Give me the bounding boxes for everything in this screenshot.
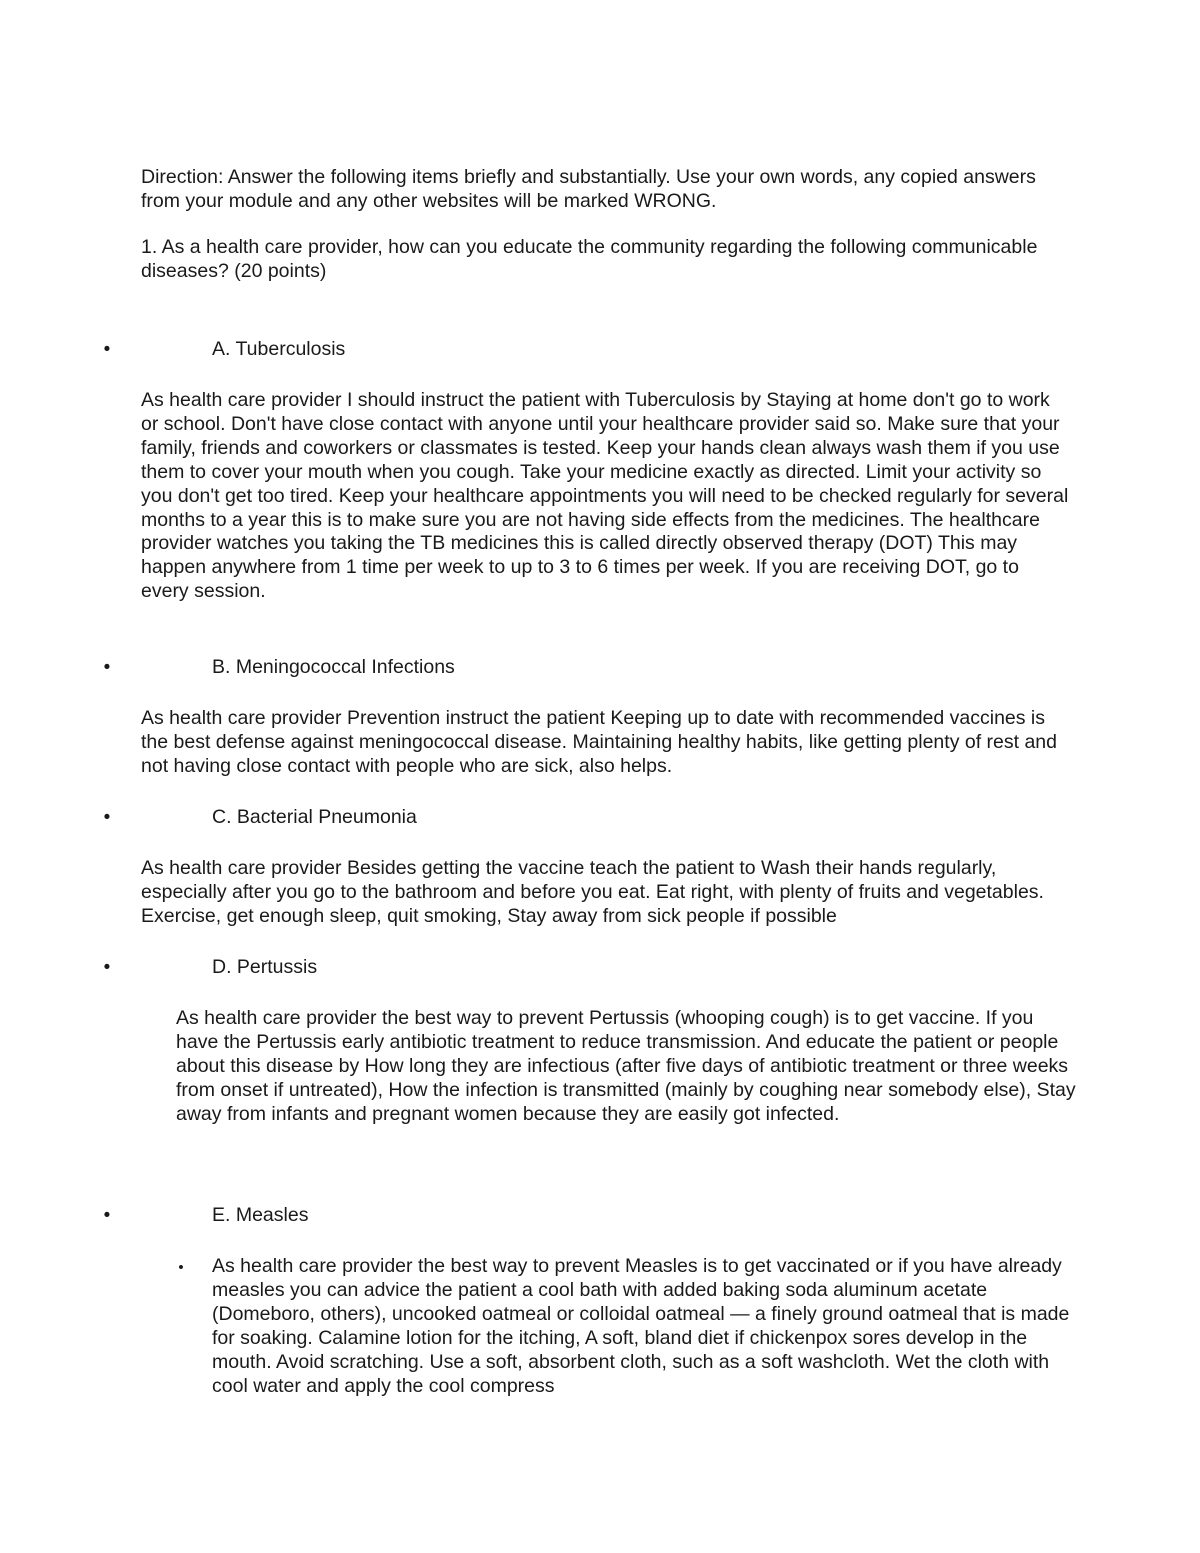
item-answer-tuberculosis: As health care provider I should instruct the patient with Tuberculosis by Staying at home don't go to work or school. Don't have close contact with anyone until your healthcare provider said so. Make sure that your family, friends and coworkers or classmates is tested. Keep your hands clean always wash them if you use them to cover your mouth when you cough. Take your medicine exactly as directed. Limit your activity so you don't get too tired. Keep your healthcare appointments you will need to be checked regularly for several months to a year this is to make sure you are not having side effects from the medicines. The healthcare provider watches you taking the TB medicines this is called directly observed therapy (DOT) This may happen anywhere from 1 time per week to up to 3 to 6 times per week. If you are receiving DOT, go to every session.: [141, 389, 1069, 603]
item-answer-bacterial-pneumonia: As health care provider Besides getting the vaccine teach the patient to Wash their hands regularly, especially after you go to the bathroom and before you eat. Eat right, with plenty of fruits and vegetables. Exercise, get enough sleep, quit smoking, Stay away from sick people if possible: [141, 857, 1044, 927]
item-heading-bacterial-pneumonia: C. Bacterial Pneumonia: [212, 806, 417, 828]
direction-paragraph: Direction: Answer the following items briefly and substantially. Use your own words, any copied answers from your module and any other websites will be marked WRONG.: [141, 166, 1036, 212]
item-heading-pertussis: D. Pertussis: [212, 956, 318, 978]
item-answer-measles: As health care provider the best way to prevent Measles is to get vaccinated or if you have already measles you can advice the patient a cool bath with added baking soda aluminum acetate (Domeboro, others), uncooked oatmeal or colloidal oatmeal — a finely ground oatmeal that is made for soaking. Calamine lotion for the itching, A soft, bland diet if chickenpox sores develop in the mouth. Avoid scratching. Use a soft, absorbent cloth, such as a soft washcloth. Wet the cloth with cool water and apply the cool compress: [212, 1255, 1070, 1397]
question-1: 1. As a health care provider, how can you educate the community regarding the following communicable diseases? (20 points): [141, 236, 1038, 282]
sub-bullet-marker: •: [178, 1259, 184, 1276]
bullet-marker: •: [103, 807, 111, 828]
item-answer-meningococcal: As health care provider Prevention instruct the patient Keeping up to date with recommended vaccines is the best defense against meningococcal disease. Maintaining healthy habits, like getting plenty of rest and not having close contact with people who are sick, also helps.: [141, 707, 1057, 777]
item-heading-meningococcal: B. Meningococcal Infections: [212, 656, 455, 678]
bullet-marker: •: [103, 957, 111, 978]
bullet-marker: •: [103, 1205, 111, 1226]
item-heading-measles: E. Measles: [212, 1204, 309, 1226]
item-heading-tuberculosis: A. Tuberculosis: [212, 338, 346, 360]
item-answer-pertussis: As health care provider the best way to prevent Pertussis (whooping cough) is to get vaccine. If you have the Pertussis early antibiotic treatment to reduce transmission. And educate the patient or people about this disease by How long they are infectious (after five days of antibiotic treatment or three weeks from onset if untreated), How the infection is transmitted (mainly by coughing near somebody else), Stay away from infants and pregnant women because they are easily got infected.: [176, 1007, 1076, 1125]
bullet-marker: •: [103, 339, 111, 360]
bullet-marker: •: [103, 657, 111, 678]
